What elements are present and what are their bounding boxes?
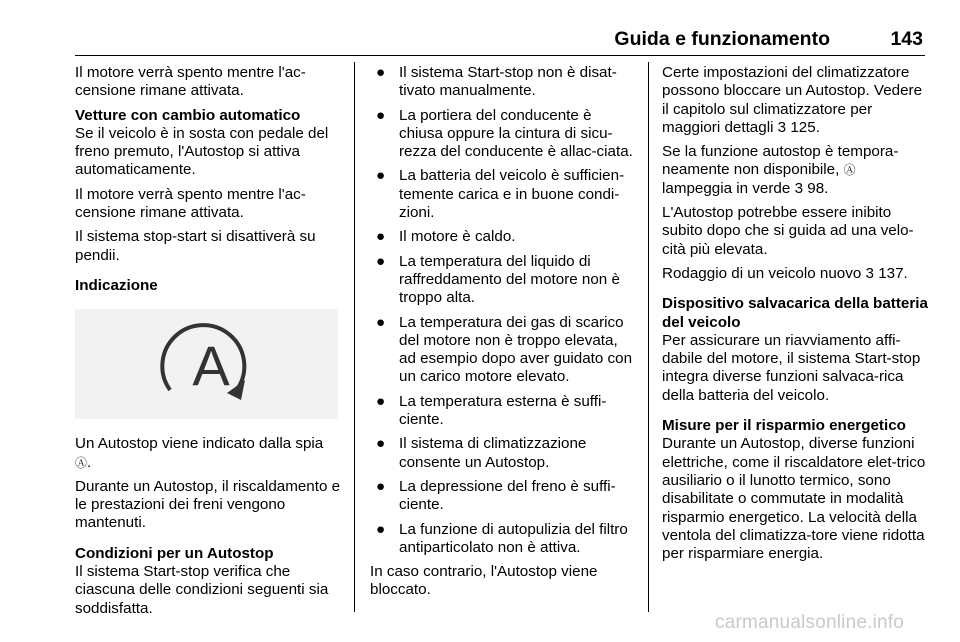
subheading-energy: Misure per il risparmio energetico — [662, 417, 906, 435]
column-1 — [75, 64, 343, 624]
bullet-icon: ● — [376, 106, 386, 124]
list-item: ● Il sistema Start-stop non è disat-tivato manualmente. — [376, 64, 617, 100]
bullet-icon: ● — [376, 228, 386, 246]
page-ref-arrow-icon: 3 — [794, 179, 804, 197]
column-3 — [662, 64, 930, 569]
page-ref-link[interactable]: 98. — [807, 179, 829, 197]
paragraph: Il sistema stop-start si disattiverà su pendii. — [75, 228, 316, 264]
bullet-icon: ● — [376, 435, 386, 453]
list-item: ● Il sistema di climatizzazione consente un Autostop. — [376, 435, 587, 471]
paragraph: Certe impostazioni del climatizzatore possono bloccare un Autostop. Vedere il capitolo sul climatizzatore per maggiori dettagli 3 125. — [662, 64, 923, 136]
list-item: ● La portiera del conducente è chiusa oppure la cintura di sicu-rezza del conducente è allac-ciata. — [376, 106, 633, 161]
list-item: ● La temperatura dei gas di scarico del motore non è troppo elevata, ad esempio dopo aver guidato con un carico motore elevato. — [376, 313, 633, 386]
list-item: ● La funzione di autopulizia del filtro antiparticolato non è attiva. — [376, 520, 628, 556]
list-item: ● La depressione del freno è suffi-ciente. — [376, 477, 616, 514]
bullet-icon: ● — [376, 64, 386, 81]
autostop-letter: A — [192, 334, 230, 398]
bullet-icon: ● — [376, 167, 386, 185]
column-divider-1 — [354, 62, 355, 612]
subheading-indicator: Indicazione — [75, 276, 158, 294]
list-item: ● La temperatura esterna è suffi-ciente. — [376, 392, 607, 429]
section-title: Guida e funzionamento — [614, 28, 830, 50]
paragraph: Se il veicolo è in sosta con pedale del freno premuto, l'Autostop si attiva automaticamente. — [75, 124, 329, 179]
paragraph: Durante un Autostop, il riscaldamento e le prestazioni dei freni vengono mantenuti. — [75, 477, 341, 532]
page-ref-arrow-icon: 3 — [777, 118, 787, 136]
watermark: carmanualsonline.info — [715, 612, 905, 633]
page-ref-arrow-icon: 3 — [865, 264, 874, 282]
bullet-icon: ● — [376, 477, 386, 495]
autostop-warning-icon — [75, 309, 338, 419]
bullet-icon: ● — [376, 392, 386, 410]
header-rule — [75, 55, 925, 56]
paragraph: Il sistema Start-stop verifica che ciascuna delle condizioni seguenti sia soddisfatta. — [75, 563, 329, 617]
page-number: 143 — [890, 28, 923, 50]
page-ref-link[interactable]: 137. — [878, 264, 908, 282]
autostop-control-icon: Ⓐ — [843, 163, 856, 178]
bullet-icon: ● — [376, 252, 386, 270]
subheading-conditions: Condizioni per un Autostop — [75, 544, 274, 562]
paragraph: Se la funzione autostop è tempora-neamente non disponibile, Ⓐ lampeggia in verde 3 98. — [662, 143, 899, 197]
paragraph: L'Autostop potrebbe essere inibito subito dopo che si guida ad una velo-cità più elevata. — [662, 204, 914, 258]
list-item: ● La batteria del veicolo è sufficien-temente carica e in buone condi-zioni. — [376, 167, 625, 222]
page-header — [75, 22, 925, 56]
list-item: ● La temperatura del liquido di raffreddamento del motore non è troppo alta. — [376, 252, 620, 307]
paragraph: Il motore verrà spento mentre l'ac-censione rimane attivata. — [75, 64, 306, 100]
paragraph: Per assicurare un riavviamento affi-dabile del motore, il sistema Start-stop integra diverse funzioni salvaca-rica della batteria del veicolo. — [662, 331, 921, 404]
autostop-control-icon: Ⓐ — [75, 455, 88, 470]
column-2 — [370, 64, 638, 606]
subheading-automatic: Vetture con cambio automatico — [75, 106, 301, 124]
subheading-battery: Dispositivo salvacarica della batteria del veicolo — [662, 295, 928, 331]
bullet-icon: ● — [376, 520, 386, 538]
paragraph: Rodaggio di un veicolo nuovo 3 137. — [662, 264, 908, 282]
bullet-icon: ● — [376, 313, 386, 331]
paragraph: Durante un Autostop, diverse funzioni elettriche, come il riscaldatore elet-trico ausiliario o il lunotto termico, sono disabilitate o commutate in modalità risparmio energetico. La velocità della ventola del climatizza-tore viene ridotta per risparmiare energia. — [662, 435, 926, 563]
paragraph: In caso contrario, l'Autostop viene bloccato. — [370, 563, 598, 599]
column-divider-2 — [648, 62, 649, 612]
paragraph: Il motore verrà spento mentre l'ac-censione rimane attivata. — [75, 185, 306, 222]
list-item: ● Il motore è caldo. — [376, 228, 516, 246]
paragraph: Un Autostop viene indicato dalla spia Ⓐ. — [75, 435, 324, 471]
page-ref-link[interactable]: 125. — [790, 118, 820, 136]
